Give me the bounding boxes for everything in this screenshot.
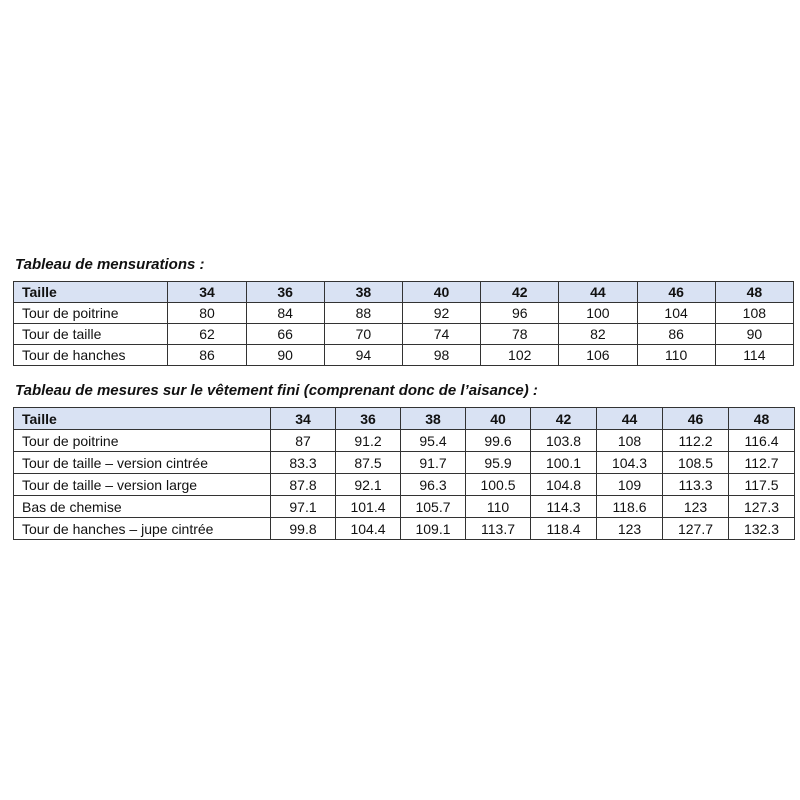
header-cell: 42 (481, 282, 559, 303)
value-cell: 98 (402, 345, 480, 366)
value-cell: 114.3 (531, 496, 597, 518)
value-cell: 74 (402, 324, 480, 345)
value-cell: 127.3 (729, 496, 795, 518)
value-cell: 88 (324, 303, 402, 324)
value-cell: 99.8 (271, 518, 336, 540)
value-cell: 87.5 (336, 452, 401, 474)
row-label-cell: Tour de taille (14, 324, 168, 345)
row-label-cell: Tour de poitrine (14, 430, 271, 452)
value-cell: 84 (246, 303, 324, 324)
header-cell: Taille (14, 408, 271, 430)
table-row (14, 324, 794, 345)
value-cell: 62 (168, 324, 246, 345)
table-row (14, 303, 794, 324)
value-cell: 86 (637, 324, 715, 345)
table-header-row (14, 408, 795, 430)
value-cell: 90 (715, 324, 793, 345)
row-label-cell: Tour de hanches (14, 345, 168, 366)
header-cell: 34 (271, 408, 336, 430)
value-cell: 114 (715, 345, 793, 366)
row-label-cell: Tour de taille – version large (14, 474, 271, 496)
table1-title: Tableau de mensurations : (15, 256, 205, 273)
value-cell: 100.5 (466, 474, 531, 496)
value-cell: 105.7 (401, 496, 466, 518)
value-cell: 100.1 (531, 452, 597, 474)
value-cell: 87.8 (271, 474, 336, 496)
table-row (14, 345, 794, 366)
value-cell: 110 (637, 345, 715, 366)
value-cell: 110 (466, 496, 531, 518)
value-cell: 94 (324, 345, 402, 366)
table-row (14, 430, 795, 452)
value-cell: 112.2 (663, 430, 729, 452)
value-cell: 95.4 (401, 430, 466, 452)
value-cell: 86 (168, 345, 246, 366)
value-cell: 108.5 (663, 452, 729, 474)
header-cell: 36 (336, 408, 401, 430)
value-cell: 123 (597, 518, 663, 540)
value-cell: 116.4 (729, 430, 795, 452)
value-cell: 92.1 (336, 474, 401, 496)
row-label-cell: Bas de chemise (14, 496, 271, 518)
value-cell: 99.6 (466, 430, 531, 452)
row-label-cell: Tour de hanches – jupe cintrée (14, 518, 271, 540)
value-cell: 97.1 (271, 496, 336, 518)
value-cell: 80 (168, 303, 246, 324)
value-cell: 118.4 (531, 518, 597, 540)
value-cell: 90 (246, 345, 324, 366)
value-cell: 82 (559, 324, 637, 345)
finished-garment-table (13, 407, 795, 540)
header-cell: 40 (466, 408, 531, 430)
value-cell: 96.3 (401, 474, 466, 496)
value-cell: 106 (559, 345, 637, 366)
value-cell: 109 (597, 474, 663, 496)
value-cell: 104.4 (336, 518, 401, 540)
value-cell: 109.1 (401, 518, 466, 540)
header-cell: 48 (715, 282, 793, 303)
value-cell: 112.7 (729, 452, 795, 474)
value-cell: 103.8 (531, 430, 597, 452)
header-cell: 38 (324, 282, 402, 303)
value-cell: 117.5 (729, 474, 795, 496)
value-cell: 87 (271, 430, 336, 452)
value-cell: 127.7 (663, 518, 729, 540)
value-cell: 83.3 (271, 452, 336, 474)
measurements-table (13, 281, 794, 366)
row-label-cell: Tour de poitrine (14, 303, 168, 324)
value-cell: 108 (715, 303, 793, 324)
value-cell: 91.2 (336, 430, 401, 452)
value-cell: 104.3 (597, 452, 663, 474)
header-cell: 44 (597, 408, 663, 430)
header-cell: 48 (729, 408, 795, 430)
table-row (14, 452, 795, 474)
header-cell: 36 (246, 282, 324, 303)
value-cell: 132.3 (729, 518, 795, 540)
value-cell: 78 (481, 324, 559, 345)
header-cell: 34 (168, 282, 246, 303)
header-cell: 46 (637, 282, 715, 303)
value-cell: 95.9 (466, 452, 531, 474)
value-cell: 104.8 (531, 474, 597, 496)
value-cell: 91.7 (401, 452, 466, 474)
header-cell: 40 (402, 282, 480, 303)
value-cell: 100 (559, 303, 637, 324)
value-cell: 108 (597, 430, 663, 452)
row-label-cell: Tour de taille – version cintrée (14, 452, 271, 474)
value-cell: 118.6 (597, 496, 663, 518)
value-cell: 96 (481, 303, 559, 324)
value-cell: 123 (663, 496, 729, 518)
value-cell: 102 (481, 345, 559, 366)
table-row (14, 496, 795, 518)
value-cell: 113.7 (466, 518, 531, 540)
header-cell: 42 (531, 408, 597, 430)
value-cell: 113.3 (663, 474, 729, 496)
table2-title: Tableau de mesures sur le vêtement fini (comprenant donc de l’aisance) : (15, 382, 538, 399)
value-cell: 92 (402, 303, 480, 324)
header-cell: 46 (663, 408, 729, 430)
header-cell: 38 (401, 408, 466, 430)
header-cell: Taille (14, 282, 168, 303)
value-cell: 66 (246, 324, 324, 345)
table-header-row (14, 282, 794, 303)
value-cell: 101.4 (336, 496, 401, 518)
table-row (14, 474, 795, 496)
value-cell: 104 (637, 303, 715, 324)
table-row (14, 518, 795, 540)
header-cell: 44 (559, 282, 637, 303)
value-cell: 70 (324, 324, 402, 345)
